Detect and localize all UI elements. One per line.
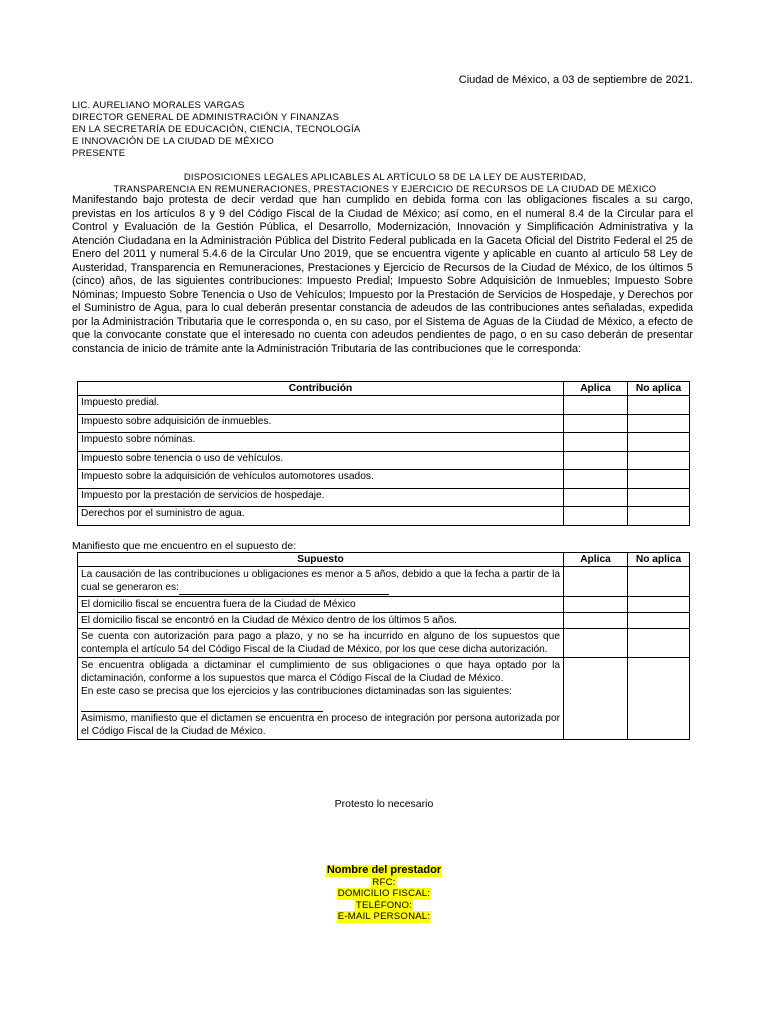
addressee-block [72,100,360,160]
document-heading [72,171,698,195]
closing-line: Protesto lo necesario [334,798,434,810]
aplica-cell[interactable] [564,470,628,489]
contributions-table [77,381,690,526]
header-no-aplica: No aplica [628,382,690,396]
no-aplica-cell[interactable] [628,488,690,507]
email-field: E-MAIL PERSONAL: [337,911,431,923]
contribution-label: Impuesto predial. [78,396,564,415]
table-row [78,629,690,658]
header-contribucion: Contribución [78,382,564,396]
table-row [78,488,690,507]
contribution-label: Impuesto sobre tenencia o uso de vehículos. [78,451,564,470]
supuesto-text: El domicilio fiscal se encuentra fuera de la Ciudad de México [78,597,564,613]
no-aplica-cell[interactable] [628,433,690,452]
signature-block [0,865,768,923]
table-row [78,414,690,433]
body-paragraph: Manifestando bajo protesta de decir verdad que han cumplido en debida forma con las obligaciones fiscales a su cargo, previstas en los artículos 8 y 9 del Código Fiscal de la Ciudad de México; así como, en el numeral 8.4 de la Circular para el Control y Evaluación de la Gestión Pública, el Desarrollo, Modernización, Innovación y Simplificación Administrativa y la Atención Ciudadana en la Administración Pública del Distrito Federal publicada en la Gaceta Oficial del Distrito Federal el 25 de Enero del 2011 y numeral 5.4.6 de la Circular Uno 2019, que se encuentra vigente y aplicable en cuanto al artículo 58 Ley de Austeridad, Transparencia en Remuneraciones, Prestaciones y Ejercicio de Recursos de la Ciudad de México, de los últimos 5 (cinco) años, de las siguientes contribuciones: Impuesto Predial; Impuesto Sobre Adquisición de Inmuebles; Impuesto Sobre Nóminas; Impuesto Sobre Tenencia o Uso de Vehículos; Impuesto por la Prestación de Servicios de Hospedaje, y Derechos por el Suministro de Agua, para lo cual deberán presentar constancia de adeudos de las contribuciones antes señaladas, expedida por la Administración Tributaria que le corresponda o, en su caso, por el Sistema de Aguas de la Ciudad de México, a efecto de que la convocante constate que el interesado no cuenta con adeudos pendientes de pago, o en su caso deberán de presentar constancia de inicio de trámite ante la Administración Tributaria de las contribuciones que le corresponda: [72,194,693,355]
manifiesto-line: Manifiesto que me encuentro en el supuesto de: [72,540,297,552]
table-row [78,396,690,415]
assumptions-table [77,552,690,740]
contribution-label: Impuesto por la prestación de servicios de hospedaje. [78,488,564,507]
table-row [78,597,690,613]
table-row [78,451,690,470]
table-row [78,433,690,452]
provider-name-field: Nombre del prestador [326,864,442,876]
header-aplica: Aplica [564,382,628,396]
contribution-label: Impuesto sobre la adquisición de vehículos automotores usados. [78,470,564,489]
addressee-institution-line-1: EN LA SECRETARÍA DE EDUCACIÓN, CIENCIA, TECNOLOGÍA [72,124,361,136]
aplica-cell[interactable] [564,507,628,526]
aplica-cell[interactable] [564,567,628,597]
aplica-cell[interactable] [564,597,628,613]
contributions-blank-line[interactable] [81,698,323,712]
table-row [78,470,690,489]
heading-line-2: TRANSPARENCIA EN REMUNERACIONES, PRESTACIONES Y EJERCICIO DE RECURSOS DE LA CIUDAD DE MÉXICO [113,183,657,194]
addressee-presente: PRESENTE [72,148,126,160]
no-aplica-cell[interactable] [628,613,690,629]
addressee-institution-line-2: E INNOVACIÓN DE LA CIUDAD DE MÉXICO [72,136,274,148]
supuesto-text: Asimismo, manifiesto que el dictamen se encuentra en proceso de integración por persona autorizada por el Código Fiscal de la Ciudad de México. [81,713,560,737]
header-aplica: Aplica [564,553,628,567]
contribution-label: Impuesto sobre nóminas. [78,433,564,452]
heading-line-1: DISPOSICIONES LEGALES APLICABLES AL ARTÍCULO 58 DE LA LEY DE AUSTERIDAD, [183,171,587,182]
supuesto-cell [78,567,564,597]
no-aplica-cell[interactable] [628,658,690,740]
no-aplica-cell[interactable] [628,470,690,489]
supuesto-text: Se encuentra obligada a dictaminar el cumplimiento de sus obligaciones o que haya optado por la dictaminación, conforme a los supuestos que marca el Código Fiscal de la Ciudad de México. [81,660,560,684]
table-row [78,658,690,740]
aplica-cell[interactable] [564,488,628,507]
header-supuesto: Supuesto [78,553,564,567]
addressee-position: DIRECTOR GENERAL DE ADMINISTRACIÓN Y FINANZAS [72,112,340,124]
header-no-aplica: No aplica [628,553,690,567]
aplica-cell[interactable] [564,613,628,629]
table-header-row [78,382,690,396]
aplica-cell[interactable] [564,433,628,452]
table-row [78,567,690,597]
table-row [78,613,690,629]
contribution-label: Impuesto sobre adquisición de inmuebles. [78,414,564,433]
supuesto-text: El domicilio fiscal se encontró en la Ciudad de México dentro de los últimos 5 años. [78,613,564,629]
no-aplica-cell[interactable] [628,507,690,526]
phone-field: TELÉFONO: [355,899,413,911]
no-aplica-cell[interactable] [628,629,690,658]
contribution-label: Derechos por el suministro de agua. [78,507,564,526]
table-header-row [78,553,690,567]
aplica-cell[interactable] [564,396,628,415]
table-row [78,507,690,526]
aplica-cell[interactable] [564,414,628,433]
no-aplica-cell[interactable] [628,597,690,613]
date-blank-line[interactable] [179,581,389,595]
rfc-field: RFC: [372,876,396,888]
supuesto-cell [78,658,564,740]
supuesto-text: La causación de las contribuciones u obligaciones es menor a 5 años, debido a que la fecha a partir de la cual se generaron es: [81,569,560,593]
no-aplica-cell[interactable] [628,451,690,470]
no-aplica-cell[interactable] [628,567,690,597]
supuesto-text: Se cuenta con autorización para pago a plazo, y no se ha incurrido en alguno de los supuestos que contempla el artículo 54 del Código Fiscal de la Ciudad de México, por los que cese dicha autorización. [78,629,564,658]
aplica-cell[interactable] [564,629,628,658]
no-aplica-cell[interactable] [628,414,690,433]
no-aplica-cell[interactable] [628,396,690,415]
addressee-name: LIC. AURELIANO MORALES VARGAS [72,100,245,111]
fiscal-address-field: DOMICILIO FISCAL: [337,888,431,900]
date-line: Ciudad de México, a 03 de septiembre de 2021. [458,74,693,86]
aplica-cell[interactable] [564,451,628,470]
aplica-cell[interactable] [564,658,628,740]
supuesto-text: En este caso se precisa que los ejercicios y las contribuciones dictaminadas son las siguientes: [81,686,512,697]
